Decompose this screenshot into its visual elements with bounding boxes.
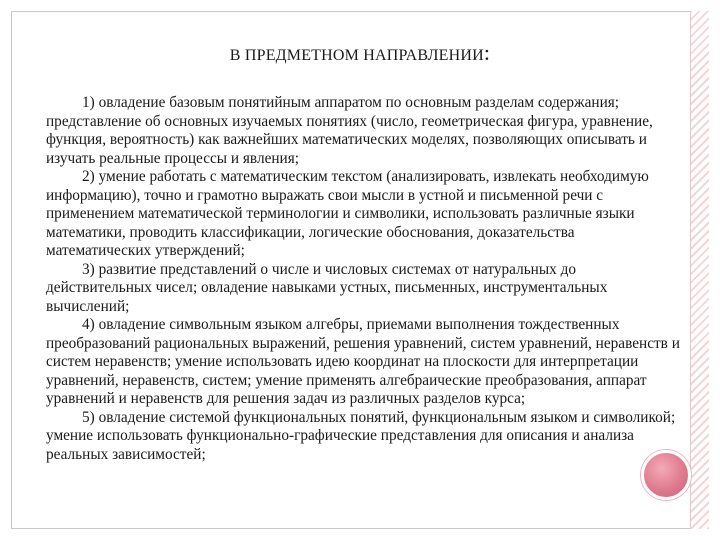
paragraph-4: 4) овладение символьным языком алгебры, приемами выполнения тождественных преобразований рациональных выражений, решения уравнений, систем уравнений, неравенств и систем неравенств; умение использовать идею координат на плоскости для интерпретации уравнений, неравенств, систем; умение применять алгебраические преобразования, аппарат уравнений и неравенств для решения задач из различных разделов курса;	[46, 316, 680, 407]
paragraph-2: 2) умение работать с математическим текстом (анализировать, извлекать необходимую информацию), точно и грамотно выражать свои мысли в устной и письменной речи с применением математической терминологии и символики, использовать различные языки математики, проводить классификации, логические обоснования, доказательства математических утверждений;	[46, 168, 649, 259]
paragraph-1: 1) овладение базовым понятийным аппаратом по основным разделам содержания; представление об основных изучаемых понятиях (число, геометрическая фигура, уравнение, функция, вероятность) как важнейших математических моделях, позволяющих описывать и изучать реальные процессы и явления;	[46, 94, 653, 167]
decorative-circle	[641, 450, 691, 500]
slide-body	[46, 94, 682, 464]
decorative-stripe	[691, 11, 709, 529]
slide-title-text: В ПРЕДМЕТНОМ НАПРАВЛЕНИИ	[229, 47, 484, 64]
slide-title-colon: :	[483, 40, 491, 65]
paragraph-3: 3) развитие представлений о числе и числовых системах от натуральных до действительных чисел; овладение навыками устных, письменных, инструментальных вычислений;	[46, 260, 608, 315]
slide-title	[0, 40, 720, 66]
paragraph-5: 5) овладение системой функциональных понятий, функциональным языком и символикой; умение использовать функционально-графические представления для описания и анализа реальных зависимостей;	[46, 408, 676, 463]
